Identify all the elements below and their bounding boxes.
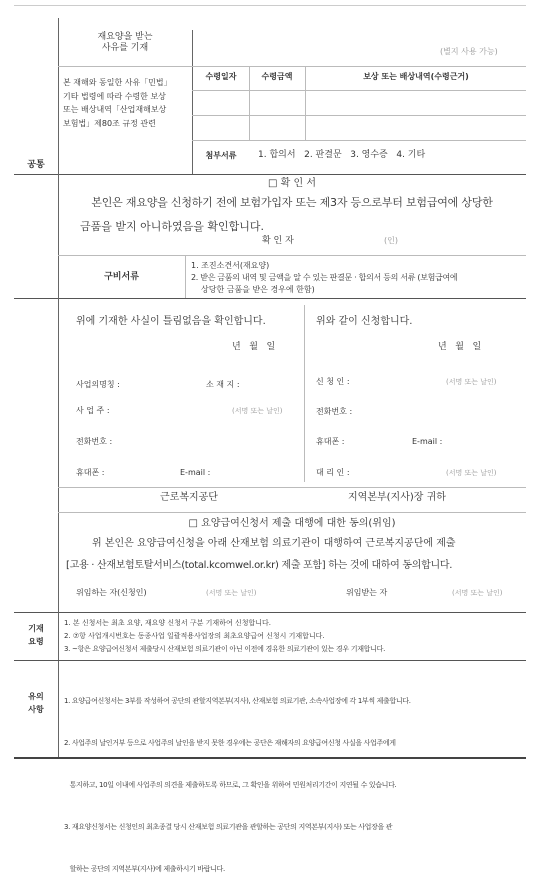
confirm-text: 금품을 받지 아니하였음을 확인합니다. bbox=[80, 220, 265, 233]
divider bbox=[192, 90, 526, 91]
divider bbox=[185, 255, 186, 298]
addressee-org: 근로복지공단 bbox=[160, 492, 218, 503]
attach-items: 1. 합의서 2. 판결문 3. 영수증 4. 기타 bbox=[258, 150, 426, 160]
notice-label-line: 유의 bbox=[28, 692, 44, 701]
delegator-label[interactable]: 위임하는 자(신청인) bbox=[76, 588, 147, 597]
same-reason-label bbox=[63, 76, 191, 130]
guide-label bbox=[14, 622, 58, 648]
notice-item: 3. 재요양신청서는 신청인의 최초종결 당시 산재보험 의료기관을 관할하는 공단의 지역본부(지사) 또는 사업장을 관 bbox=[64, 823, 393, 831]
divider bbox=[14, 660, 526, 661]
confirmer-label: 확 인 자 bbox=[262, 236, 294, 246]
employer-date: 년 월 일 bbox=[232, 342, 276, 352]
guide-item: 2. ⑦항 사업개시번호는 동종사업 일괄적용사업장의 최초요양급여 신청시 기재합니다. bbox=[64, 632, 325, 640]
delegation-text: 위 본인은 요양급여신청을 아래 산재보험 의료기관이 대행하여 근로복지공단에 제출 bbox=[92, 538, 456, 549]
divider bbox=[58, 512, 526, 513]
col-date-header: 수령일자 bbox=[205, 72, 237, 81]
same-reason-line: 본 재해와 동일한 사유「민법」 bbox=[63, 78, 172, 87]
guide-item: 1. 본 신청서는 최초 요양, 재요양 신청서 구분 기재하여 신청합니다. bbox=[64, 619, 271, 627]
notice-label-line: 사항 bbox=[28, 705, 44, 714]
applicant-sign: (서명 또는 날인) bbox=[446, 378, 497, 386]
employer-phone-label[interactable]: 전화번호 : bbox=[76, 437, 113, 446]
delegation-text: [고용 · 산재보험토탈서비스(total.kcomwel.or.kr) 제출 포함] 하는 것에 대하여 동의합니다. bbox=[66, 560, 453, 571]
owner-sign: (서명 또는 날인) bbox=[232, 407, 283, 415]
docs-item: 1. 조진소견서(재요양) bbox=[191, 261, 270, 270]
notice-item: 2. 사업주의 날인거부 등으로 사업주의 날인을 받지 못한 경우에는 공단은 재해자의 요양급여신청 사실을 사업주에게 bbox=[64, 739, 396, 747]
notice-item: 통지하고, 10일 이내에 사업주의 의견을 제출하도록 하므로, 그 확인을 위하여 민원처리기간이 지연될 수 있습니다. bbox=[64, 781, 397, 789]
agent-label[interactable]: 대 리 인 : bbox=[316, 468, 350, 477]
reason-label-line: 재요양을 받는 bbox=[97, 32, 153, 42]
guide-label-line: 기재 bbox=[28, 624, 44, 633]
docs-item: 2. 받은 금품의 내역 및 금액을 알 수 있는 판결문 · 합의서 등의 서류 (보험급여에 bbox=[191, 273, 458, 282]
agent-sign: (서명 또는 날인) bbox=[446, 469, 497, 477]
divider bbox=[192, 30, 193, 174]
divider bbox=[192, 140, 526, 141]
reason-label-line: 사유를 기재 bbox=[101, 43, 149, 53]
applicant-mobile-label[interactable]: 휴대폰 : bbox=[316, 437, 345, 446]
notice-item: 1. 요양급여신청서는 3부를 작성하여 공단의 관할지역본부(지사), 산재보험 의료기관, 소속사업장에 각 1부씩 제출합니다. bbox=[64, 697, 411, 705]
divider bbox=[58, 612, 59, 758]
owner-label[interactable]: 사 업 주 : bbox=[76, 406, 110, 415]
divider bbox=[192, 115, 526, 116]
applicant-phone-label[interactable]: 전화번호 : bbox=[316, 407, 353, 416]
guide-label-line: 요령 bbox=[28, 637, 44, 646]
addressee-branch: 지역본부(지사)장 귀하 bbox=[348, 492, 446, 503]
delegator-sign: (서명 또는 날인) bbox=[206, 589, 257, 597]
col-detail-header: 보상 또는 배상내역(수령근거) bbox=[363, 72, 469, 81]
delegatee-label[interactable]: 위임받는 자 bbox=[346, 588, 388, 597]
confirmer-seal: (인) bbox=[384, 236, 398, 245]
confirm-title: □ 확 인 서 bbox=[268, 178, 316, 189]
divider bbox=[14, 298, 526, 299]
docs-label: 구비서류 bbox=[104, 272, 139, 282]
same-reason-line: 또는 배상내역「산업재해보상 bbox=[63, 105, 167, 114]
applicant-statement: 위와 같이 신청합니다. bbox=[316, 316, 413, 327]
divider bbox=[304, 305, 305, 482]
docs-item: 상당한 금품을 받은 경우에 한함) bbox=[201, 285, 315, 294]
divider bbox=[14, 174, 526, 175]
same-reason-line: 보험법」제80조 규정 관련 bbox=[63, 118, 156, 128]
delegatee-sign: (서명 또는 날인) bbox=[452, 589, 503, 597]
employer-statement: 위에 기재한 사실이 틀림없음을 확인합니다. bbox=[76, 316, 266, 327]
delegation-title: □ 요양급여신청서 제출 대행에 대한 동의(위임) bbox=[188, 518, 396, 529]
divider bbox=[14, 612, 526, 613]
guide-list bbox=[64, 617, 524, 656]
divider bbox=[58, 255, 526, 256]
notice-list bbox=[64, 666, 524, 890]
address-label[interactable]: 소 재 지 : bbox=[206, 380, 240, 389]
divider bbox=[58, 298, 59, 612]
applicant-label[interactable]: 신 청 인 : bbox=[316, 377, 350, 386]
notice-item: 할하는 공단의 지역본부(지사)에 제출하시기 바랍니다. bbox=[64, 865, 225, 873]
col-amount-header: 수령금액 bbox=[261, 72, 293, 81]
employer-mobile-label[interactable]: 휴대폰 : bbox=[76, 468, 105, 477]
reason-label bbox=[60, 32, 190, 54]
common-side-label: 공통 bbox=[27, 160, 45, 170]
divider bbox=[58, 487, 526, 488]
attach-label: 첨부서류 bbox=[205, 151, 237, 160]
divider bbox=[58, 66, 526, 67]
top-border bbox=[14, 5, 526, 6]
docs-list bbox=[191, 260, 526, 296]
same-reason-line: 기타 법령에 따라 수령한 보상 bbox=[63, 91, 166, 101]
employer-email-label[interactable]: E-mail : bbox=[180, 468, 211, 477]
applicant-date: 년 월 일 bbox=[438, 342, 482, 352]
workplace-label[interactable]: 사업의명칭 : bbox=[76, 380, 120, 389]
applicant-email-label[interactable]: E-mail : bbox=[412, 437, 443, 446]
guide-item: 3. ~항은 요양급여신청서 제출당시 산재보험 의료기관이 아닌 이전에 경유한 의료기관이 있는 경우 기재합니다. bbox=[64, 645, 385, 653]
confirm-text: 본인은 재요양을 신청하기 전에 보험가입자 또는 제3자 등으로부터 보험급여에 상당한 bbox=[91, 196, 493, 209]
notice-label bbox=[14, 690, 58, 716]
separate-use-note: (별지 사용 가능) bbox=[440, 47, 498, 56]
